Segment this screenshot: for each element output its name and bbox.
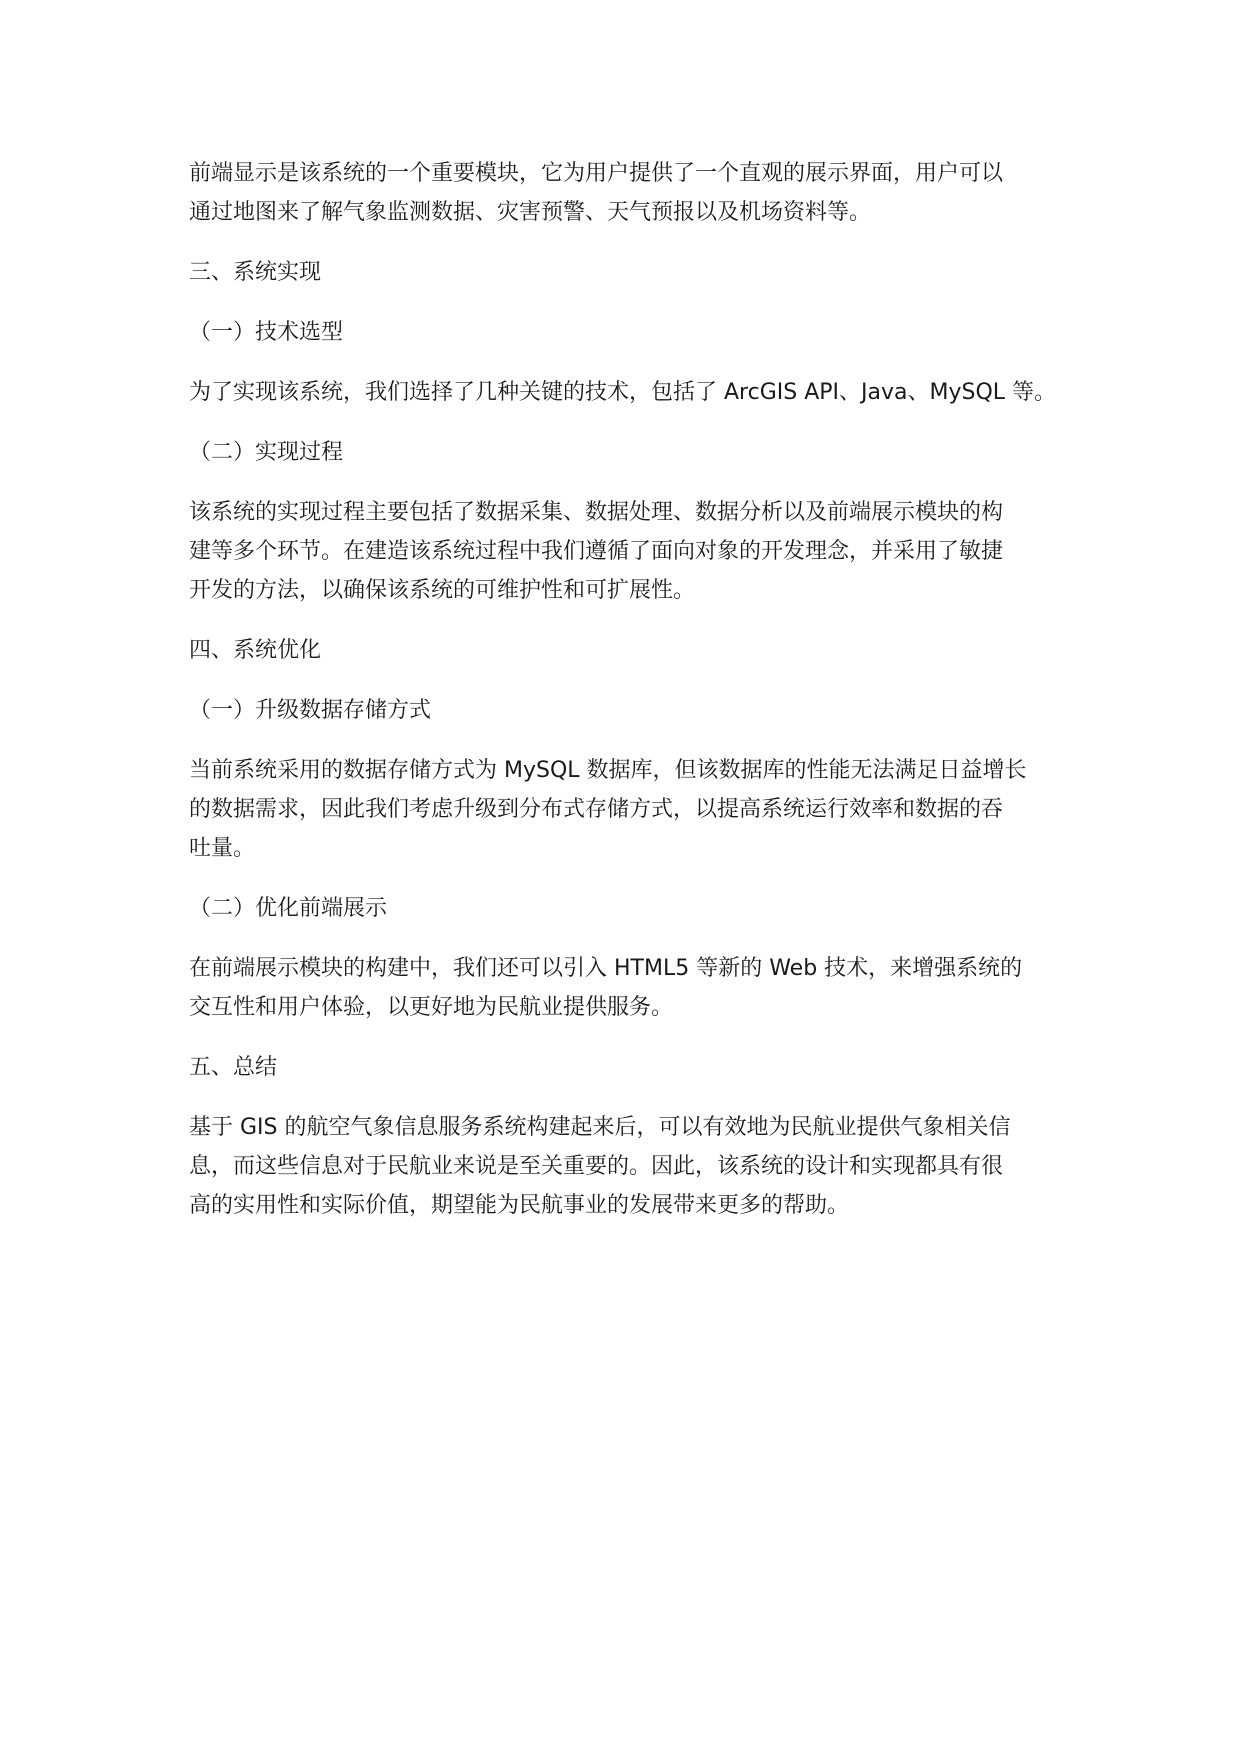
section-heading-summary bbox=[189, 1048, 1069, 1087]
subsection-heading-frontend-optimization bbox=[189, 889, 1069, 928]
text-line: 基于 GIS 的航空气象信息服务系统构建起来后，可以有效地为民航业提供气象相关信 bbox=[189, 1115, 1011, 1140]
text-line: 高的实用性和实际价值，期望能为民航事业的发展带来更多的帮助。 bbox=[189, 1193, 850, 1218]
heading-text: 五、总结 bbox=[189, 1055, 278, 1080]
heading-text: 三、系统实现 bbox=[189, 260, 322, 285]
text-line: 在前端展示模块的构建中，我们还可以引入 HTML5 等新的 Web 技术，来增强系统的 bbox=[189, 956, 1023, 981]
subsection-heading-implementation-process bbox=[189, 433, 1069, 472]
document-body bbox=[189, 154, 1069, 1246]
text-line: 为了实现该系统，我们选择了几种关键的技术，包括了 ArcGIS API、Java、MySQL 等。 bbox=[189, 380, 1057, 405]
heading-text: 四、系统优化 bbox=[189, 638, 322, 663]
text-line: 前端显示是该系统的一个重要模块，它为用户提供了一个直观的展示界面，用户可以 bbox=[189, 161, 1004, 186]
text-line: 该系统的实现过程主要包括了数据采集、数据处理、数据分析以及前端展示模块的构 bbox=[189, 500, 1004, 525]
heading-text: （二）实现过程 bbox=[189, 440, 344, 465]
paragraph-implementation-process bbox=[189, 493, 1069, 610]
paragraph-summary bbox=[189, 1108, 1069, 1225]
paragraph-frontend-display bbox=[189, 154, 1069, 232]
text-line: 息，而这些信息对于民航业来说是至关重要的。因此，该系统的设计和实现都具有很 bbox=[189, 1154, 1004, 1179]
heading-text: （二）优化前端展示 bbox=[189, 896, 388, 921]
text-line: 当前系统采用的数据存储方式为 MySQL 数据库，但该数据库的性能无法满足日益增长 bbox=[189, 758, 1027, 783]
text-line: 吐量。 bbox=[189, 836, 256, 861]
paragraph-storage-upgrade bbox=[189, 751, 1069, 868]
text-line: 建等多个环节。在建造该系统过程中我们遵循了面向对象的开发理念，并采用了敏捷 bbox=[189, 539, 1004, 564]
paragraph-tech-selection bbox=[189, 373, 1069, 412]
paragraph-frontend-optimization bbox=[189, 949, 1069, 1027]
heading-text: （一）技术选型 bbox=[189, 320, 344, 345]
subsection-heading-storage-upgrade bbox=[189, 691, 1069, 730]
text-line: 通过地图来了解气象监测数据、灾害预警、天气预报以及机场资料等。 bbox=[189, 200, 872, 225]
heading-text: （一）升级数据存储方式 bbox=[189, 698, 432, 723]
section-heading-system-optimization bbox=[189, 631, 1069, 670]
text-line: 的数据需求，因此我们考虑升级到分布式存储方式，以提高系统运行效率和数据的吞 bbox=[189, 797, 1004, 822]
subsection-heading-tech-selection bbox=[189, 313, 1069, 352]
section-heading-system-implementation bbox=[189, 253, 1069, 292]
text-line: 交互性和用户体验，以更好地为民航业提供服务。 bbox=[189, 995, 674, 1020]
text-line: 开发的方法，以确保该系统的可维护性和可扩展性。 bbox=[189, 578, 696, 603]
